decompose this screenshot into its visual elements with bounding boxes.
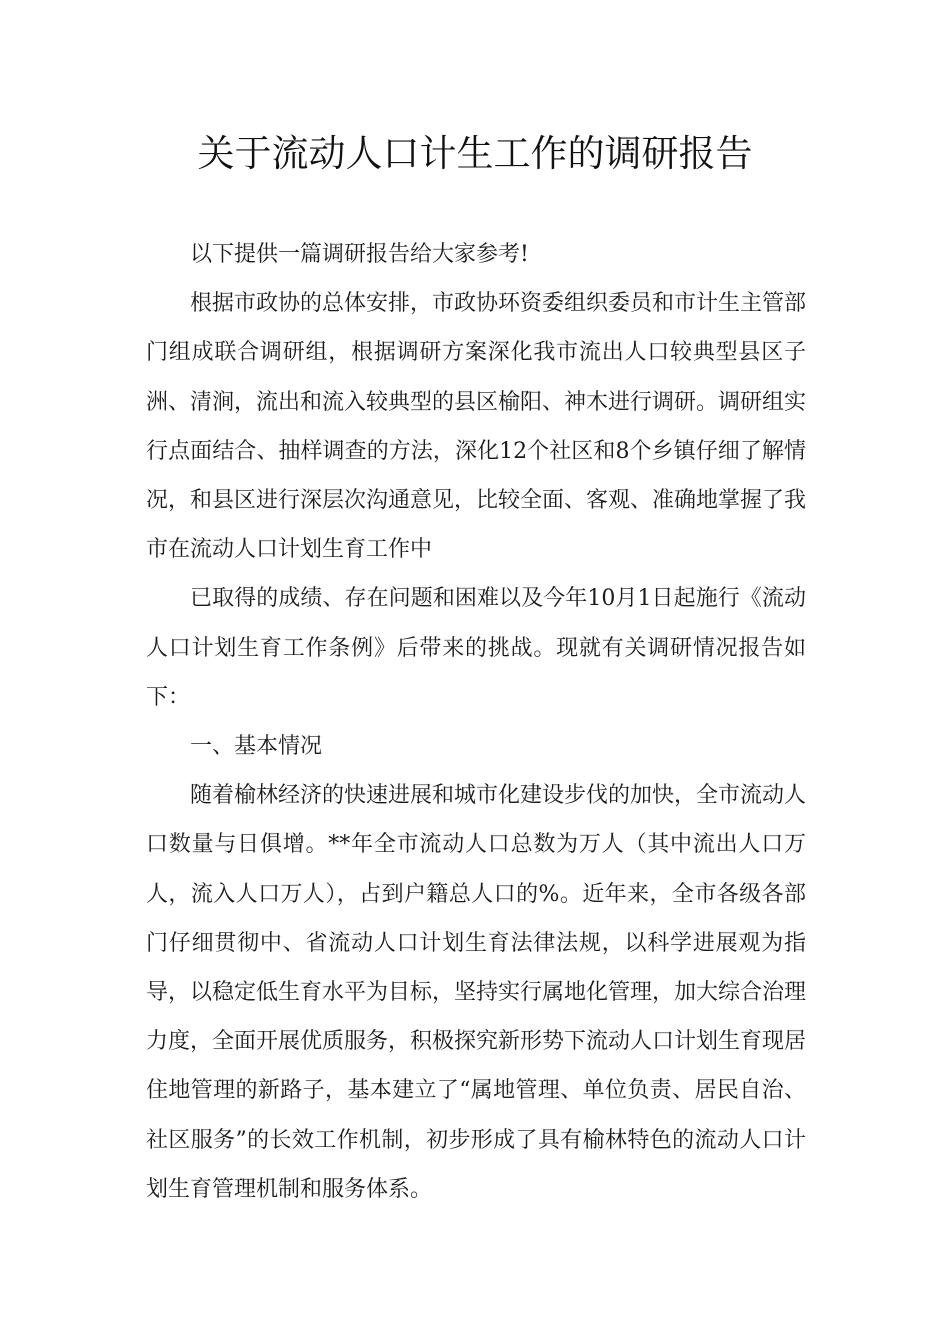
paragraph-basic-situation: 随着榆林经济的快速进展和城市化建设步伐的加快，全市流动人口数量与日俱增。**年全市流动人口总数为万人（其中流出人口万人，流入人口万人），占到户籍总人口的%。近年来，全市各级各部门仔细贯彻中、省流动人口计划生育法律法规，以科学进展观为指导，以稳定低生育水平为目标，坚持实行属地化管理，加大综合治理力度，全面开展优质服务，积极探究新形势下流动人口计划生育现居住地管理的新路子，基本建立了“属地管理、单位负责、居民自治、社区服务”的长效工作机制，初步形成了具有榆林特色的流动人口计划生育管理机制和服务体系。 bbox=[146, 783, 807, 1202]
document-body bbox=[146, 230, 806, 1214]
paragraph-continuation: 已取得的成绩、存在问题和困难以及今年10月1日起施行《流动人口计划生育工作条例》后带来的挑战。现就有关调研情况报告如下： bbox=[146, 586, 806, 710]
document-title: 关于流动人口计生工作的调研报告 bbox=[197, 132, 753, 175]
paragraph-background: 根据市政协的总体安排，市政协环资委组织委员和市计生主管部门组成联合调研组，根据调研方案深化我市流出人口较典型县区子洲、清涧，流出和流入较典型的县区榆阳、神木进行调研。调研组实行点面结合、抽样调查的方法，深化12个社区和8个乡镇仔细了解情况，和县区进行深层次沟通意见，比较全面、客观、准确地掌握了我市在流动人口计划生育工作中 bbox=[146, 291, 807, 563]
section-heading: 一、基本情况 bbox=[190, 734, 323, 760]
paragraph-intro: 以下提供一篇调研报告给大家参考! bbox=[190, 242, 529, 267]
